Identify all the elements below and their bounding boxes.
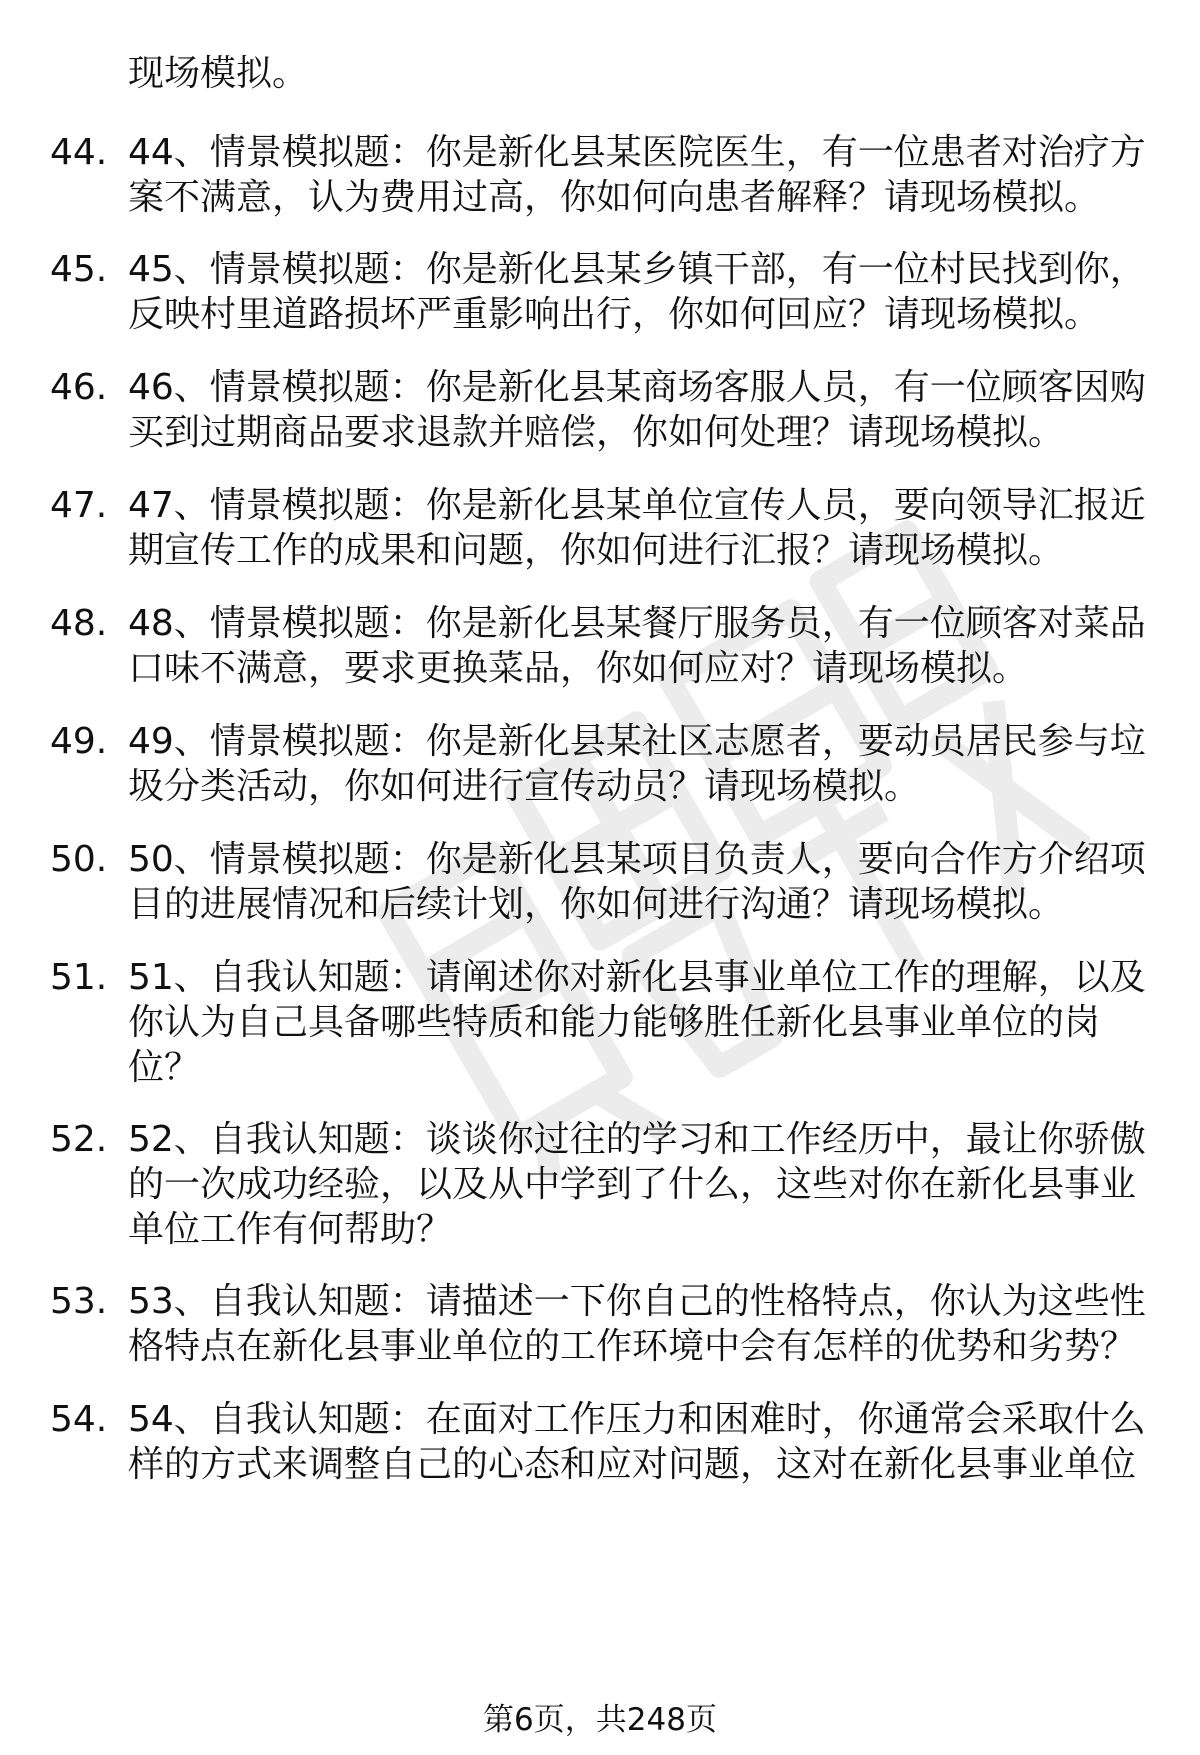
item-line: 现场模拟。 (128, 53, 309, 94)
item-line: 51、自我认知题：请阐述你对新化县事业单位工作的理解，以及 (128, 957, 1146, 998)
item-line: 48、情景模拟题：你是新化县某餐厅服务员，有一位顾客对菜品 (128, 603, 1146, 644)
item-line: 54、自我认知题：在面对工作压力和困难时，你通常会采取什么 (128, 1399, 1146, 1440)
list-number: 49. (50, 721, 108, 762)
item-line: 52、自我认知题：谈谈你过往的学习和工作经历中，最让你骄傲 (128, 1119, 1146, 1160)
item-line: 圾分类活动，你如何进行宣传动员？请现场模拟。 (128, 766, 921, 807)
item-line: 反映村里道路损坏严重影响出行，你如何回应？请现场模拟。 (128, 294, 1101, 335)
watermark-logo-graphic (330, 480, 1090, 1180)
page-footer: 第6页，共248页 (483, 1702, 717, 1738)
list-number: 45. (50, 249, 108, 290)
list-number: 47. (50, 485, 108, 526)
item-line: 期宣传工作的成果和问题，你如何进行汇报？请现场模拟。 (128, 530, 1065, 571)
item-line: 样的方式来调整自己的心态和应对问题，这对在新化县事业单位 (128, 1444, 1137, 1485)
item-line: 50、情景模拟题：你是新化县某项目负责人，要向合作方介绍项 (128, 839, 1146, 880)
item-line: 位？ (128, 1047, 201, 1088)
item-line: 49、情景模拟题：你是新化县某社区志愿者，要动员居民参与垃 (128, 721, 1146, 762)
item-line: 单位工作有何帮助？ (128, 1209, 453, 1250)
item-line: 案不满意，认为费用过高，你如何向患者解释？请现场模拟。 (128, 177, 1101, 218)
item-line: 44、情景模拟题：你是新化县某医院医生，有一位患者对治疗方 (128, 132, 1146, 173)
list-number: 54. (50, 1399, 108, 1440)
item-line: 47、情景模拟题：你是新化县某单位宣传人员，要向领导汇报近 (128, 485, 1146, 526)
item-line: 46、情景模拟题：你是新化县某商场客服人员，有一位顾客因购 (128, 367, 1146, 408)
item-line: 45、情景模拟题：你是新化县某乡镇干部，有一位村民找到你， (128, 249, 1146, 290)
item-line: 格特点在新化县事业单位的工作环境中会有怎样的优势和劣势？ (128, 1326, 1137, 1367)
list-number: 52. (50, 1119, 108, 1160)
item-line: 的一次成功经验，以及从中学到了什么，这些对你在新化县事业 (128, 1164, 1137, 1205)
list-number: 44. (50, 132, 108, 173)
list-number: 53. (50, 1281, 108, 1322)
list-number: 48. (50, 603, 108, 644)
list-number: 46. (50, 367, 108, 408)
list-number: 50. (50, 839, 108, 880)
item-line: 你认为自己具备哪些特质和能力能够胜任新化县事业单位的岗 (128, 1002, 1101, 1043)
item-line: 53、自我认知题：请描述一下你自己的性格特点，你认为这些性 (128, 1281, 1146, 1322)
item-line: 口味不满意，要求更换菜品，你如何应对？请现场模拟。 (128, 648, 1029, 689)
list-number: 51. (50, 957, 108, 998)
item-line: 买到过期商品要求退款并赔偿，你如何处理？请现场模拟。 (128, 412, 1065, 453)
item-line: 目的进展情况和后续计划，你如何进行沟通？请现场模拟。 (128, 884, 1065, 925)
